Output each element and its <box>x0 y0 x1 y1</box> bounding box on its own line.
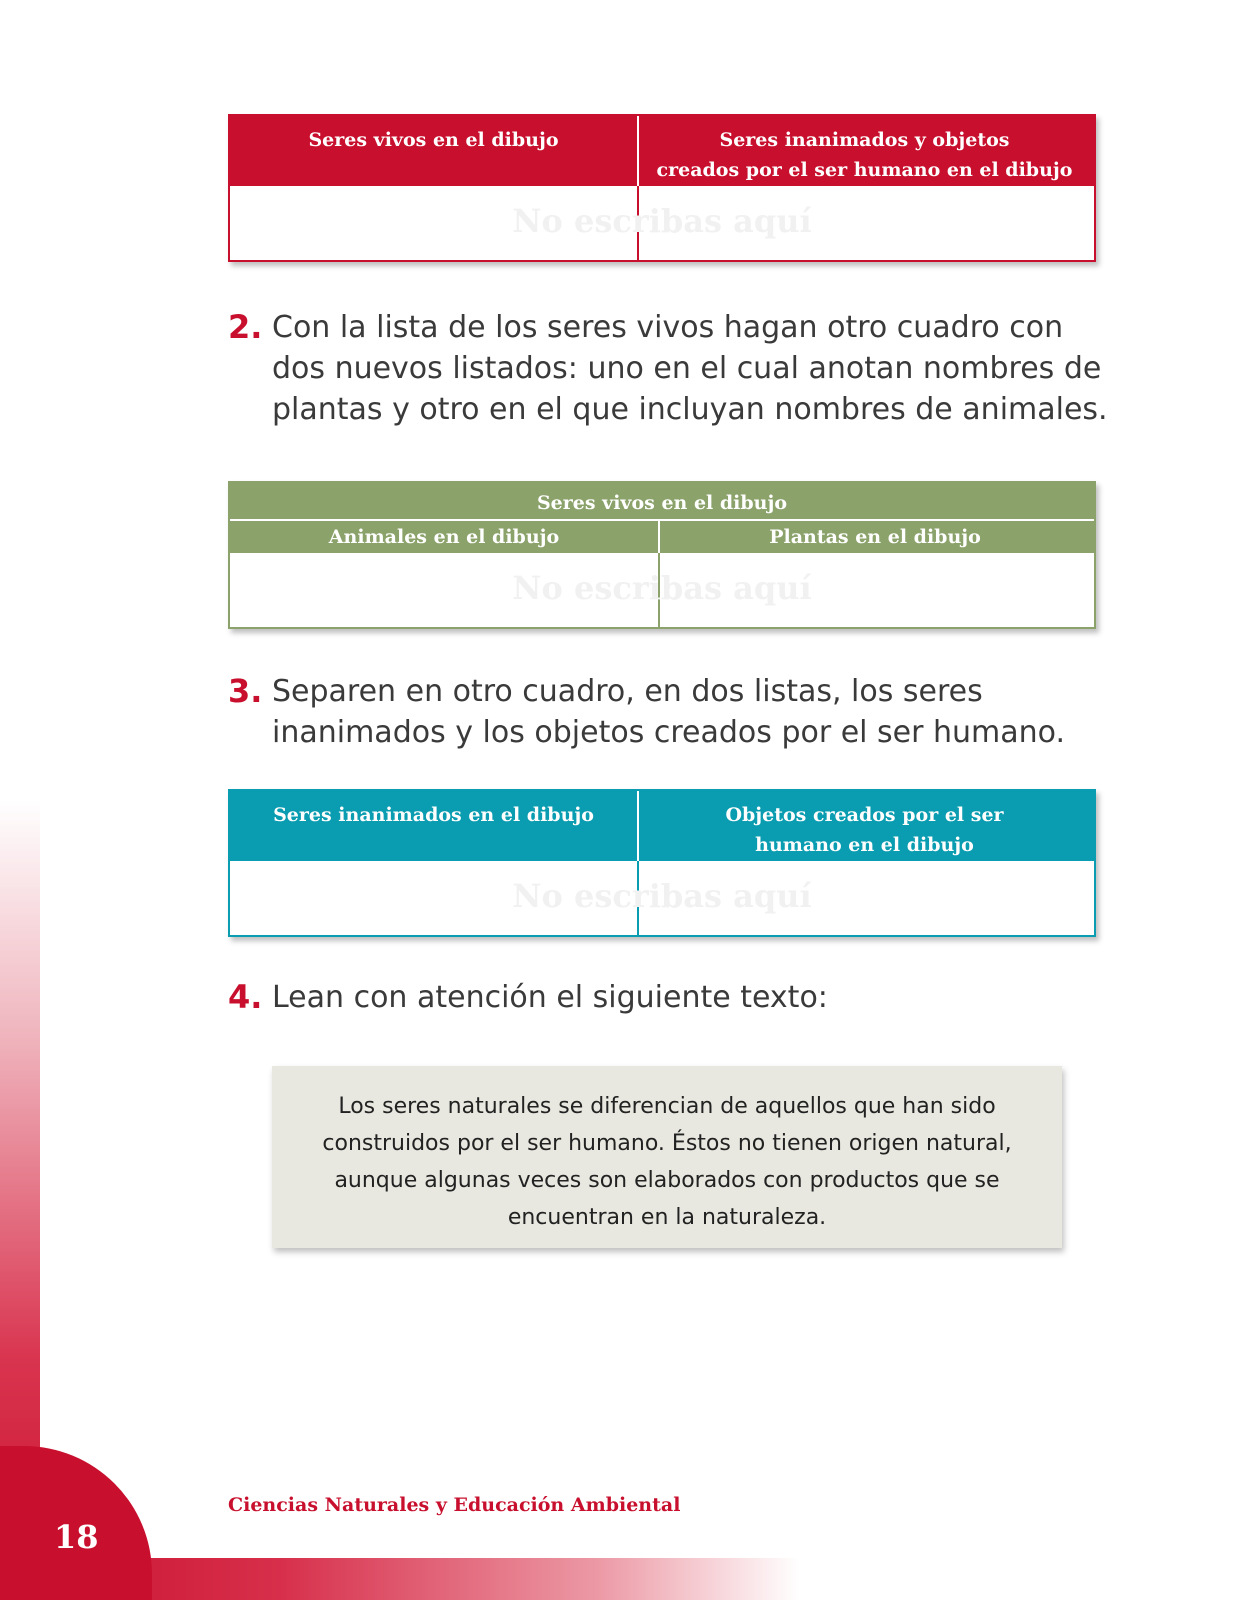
question-number: 2. <box>228 308 263 346</box>
header-line: humano en el dibujo <box>755 834 974 856</box>
table-body <box>230 186 1094 260</box>
question-number: 4. <box>228 978 263 1016</box>
header-seres-inanimados: Seres inanimados en el dibujo <box>230 791 639 861</box>
answer-cell-right <box>639 861 1090 935</box>
table-animales-plantas <box>228 481 1096 629</box>
question-text: Separen en otro cuadro, en dos listas, los seres inanimados y los objetos creados por el ser humano. <box>272 674 1066 750</box>
question-text: Con la lista de los seres vivos hagan otro cuadro con dos nuevos listados: uno en el cual anotan nombres de plantas y otro en el que incluyan nombres de animales. <box>272 310 1108 427</box>
answer-cell-right <box>639 186 1090 260</box>
header-plantas: Plantas en el dibujo <box>769 526 981 548</box>
header-line: creados por el ser humano en el dibujo <box>656 159 1073 181</box>
answer-cell-left <box>230 553 660 627</box>
watermark-no-escribas: No escribas aquí <box>512 202 812 240</box>
header-seres-inanimados <box>639 116 1090 186</box>
answer-cell-left <box>230 861 639 935</box>
table-header <box>230 116 1094 186</box>
reading-text-box: Los seres naturales se diferencian de aquellos que han sido construidos por el ser humano. Éstos no tienen origen natural, aunque algunas veces son elaborados con productos que se encuentran en la naturaleza. <box>272 1066 1062 1248</box>
table-inanimados-objetos <box>228 789 1096 937</box>
table-body <box>230 553 1094 627</box>
question-2 <box>228 307 1108 430</box>
watermark-no-escribas: No escribas aquí <box>512 569 812 607</box>
answer-cell-left <box>230 186 639 260</box>
header-seres-vivos: Seres vivos en el dibujo <box>230 483 1094 521</box>
question-number: 3. <box>228 672 263 710</box>
question-text: Lean con atención el siguiente texto: <box>272 980 828 1015</box>
table-subheader <box>230 521 1094 553</box>
page-number: 18 <box>54 1518 99 1556</box>
header-line: Objetos creados por el ser <box>725 804 1004 826</box>
header-line: Seres inanimados y objetos <box>719 129 1010 151</box>
header-objetos-creados <box>639 791 1090 861</box>
answer-cell-right <box>660 553 1090 627</box>
table-seres-vivos-inanimados <box>228 114 1096 262</box>
question-3 <box>228 671 1108 753</box>
table-header <box>230 791 1094 861</box>
table-body <box>230 861 1094 935</box>
footer-book-title: Ciencias Naturales y Educación Ambiental <box>228 1494 681 1516</box>
question-4 <box>228 977 1108 1018</box>
header-animales: Animales en el dibujo <box>230 521 660 553</box>
watermark-no-escribas: No escribas aquí <box>512 877 812 915</box>
header-seres-vivos: Seres vivos en el dibujo <box>230 116 639 186</box>
